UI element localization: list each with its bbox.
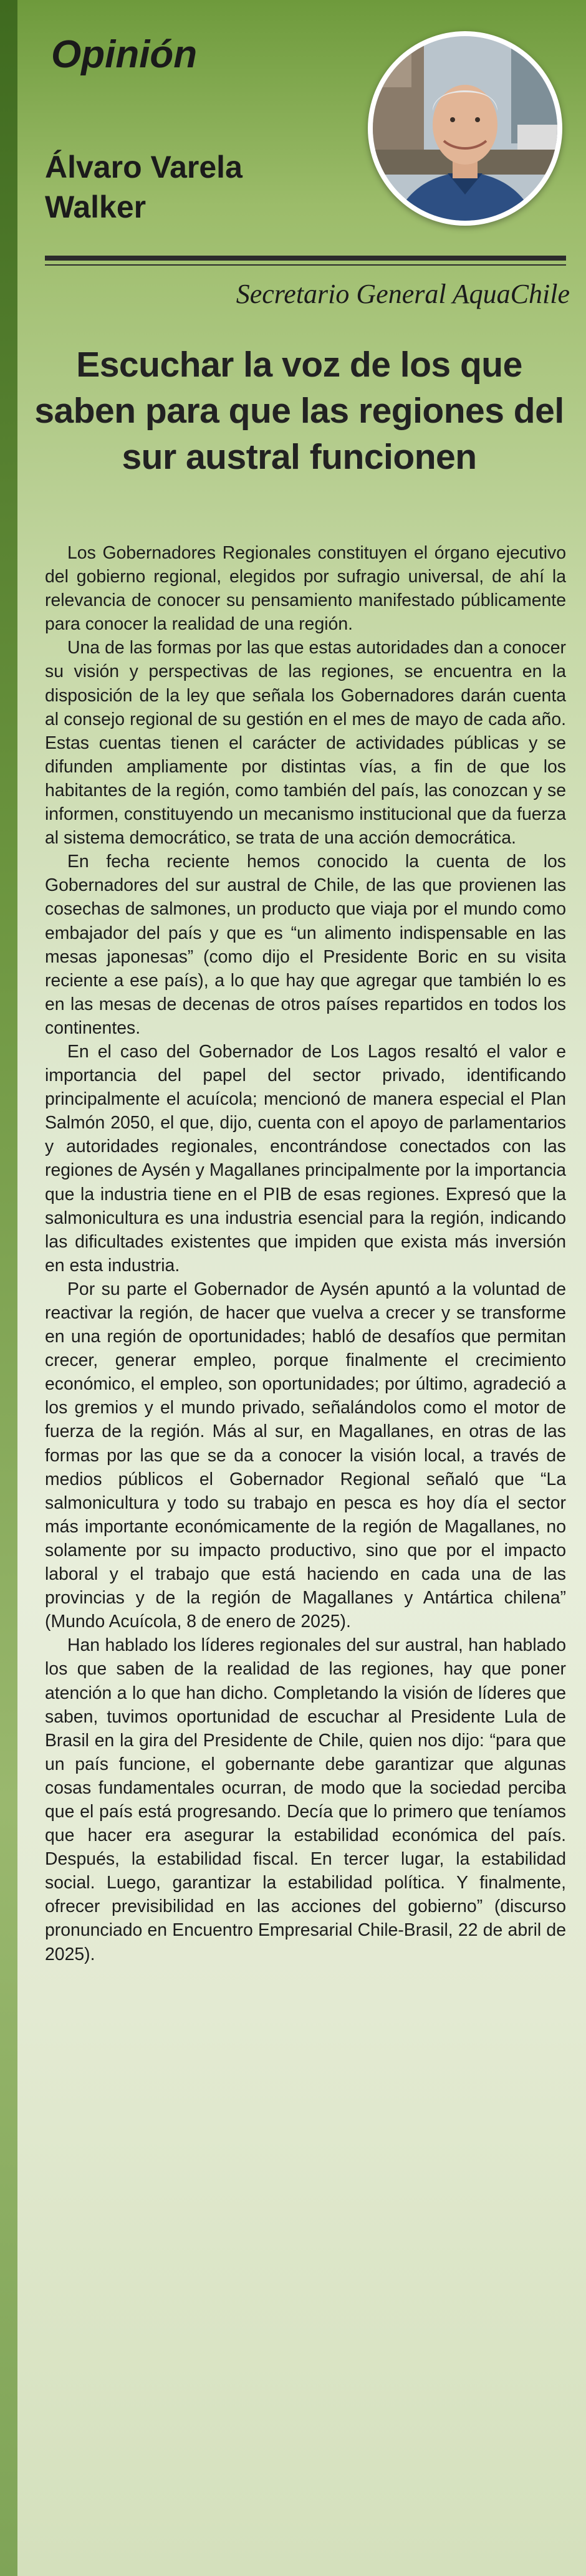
author-name: Álvaro Varela Walker xyxy=(45,150,243,224)
article-paragraph: En el caso del Gobernador de Los Lagos resaltó el valor e importancia del papel del sector privado, identificando principalmente el acuícola; mencionó de manera especial el Plan Salmón 2050, el que, dijo, cuenta con el apoyo de parlamentarios y autoridades regionales, encontrándose conectados con las regiones de Aysén y Magallanes principalmente por la importancia que la industria tiene en el PIB de esas regiones. Expresó que la salmonicultura es una industria esencial para la región, indicando las dificultades existentes que impiden que exista más inversión en esta industria. xyxy=(45,1041,566,1276)
author-role: Secretario General AquaChile xyxy=(236,279,570,309)
header-divider-thin xyxy=(45,264,566,266)
article-paragraph: Han hablado los líderes regionales del sur austral, han hablado los que saben de la realidad de las regiones, hay que poner atención a lo que han dicho. Completando la visión de líderes que saben, tuvimos oportunidad de escuchar al Presidente Lula de Brasil en la gira del Presidente de Chile, quien nos dijo: “para que un país funcione, el gobernante debe garantizar que algunas cosas fundamentales ocurran, de modo que la sociedad perciba que el país está progresando. Decía que lo primero que teníamos que hacer era asegurar la estabilidad económica del país. Después, la estabilidad fiscal. En tercer lugar, la estabilidad social. Luego, garantizar la estabilidad política. Y finalmente, ofrecer previsibilidad en las acciones del gobierno” (discurso pronunciado en Encuentro Empresarial Chile-Brasil, 22 de abril de 2025). xyxy=(45,1635,566,1964)
author-photo xyxy=(368,31,562,226)
section-label: Opinión xyxy=(51,33,198,76)
article-paragraph: En fecha reciente hemos conocido la cuenta de los Gobernadores del sur austral de Chile, de las que provienen las cosechas de salmones, un producto que viaja por el mundo como embajador del país y que es “un alimento indispensable en las mesas japonesas” (como dijo el Presidente Boric en su visita reciente a ese país), a lo que hay que agregar que también lo es en las mesas de decenas de otros países repartidos en todos los continentes. xyxy=(45,852,566,1038)
header-divider xyxy=(45,256,566,261)
article-headline: Escuchar la voz de los que saben para que las regiones del sur austral funcionen xyxy=(34,345,564,477)
decorative-side-strip xyxy=(0,0,17,2576)
article-paragraph: Una de las formas por las que estas autoridades dan a conocer su visión y perspectivas de las regiones, se encuentra en la disposición de la ley que señala los Gobernadores darán cuenta al consejo regional de su gestión en el mes de mayo de cada año. Estas cuentas tienen el carácter de actividades públicas y se difunden ampliamente por distintas vías, a fin de que los habitantes de la región, como también del país, las conozcan y se informen, constituyendo un mecanismo institucional que da fuerza al sistema democrático, se trata de una acción democrática. xyxy=(45,638,566,848)
article-body xyxy=(45,541,566,1966)
article-paragraph: Los Gobernadores Regionales constituyen el órgano ejecutivo del gobierno regional, elegidos por sufragio universal, de ahí la relevancia de conocer su pensamiento manifestado públicamente para conocer la realidad de una región. xyxy=(45,543,566,635)
article-paragraph: Por su parte el Gobernador de Aysén apuntó a la voluntad de reactivar la región, de hacer que vuelva a crecer y se transforme en una región de oportunidades; habló de desafíos que permitan crecer, generar empleo, porque finalmente el crecimiento económico, el empleo, son oportunidades; por último, agradeció a los gremios y el mundo privado, señalándolos como el motor de fuerza de la región. Más al sur, en Magallanes, en otras de las formas por las que se da a conocer la visión local, a través de medios públicos el Gobernador Regional señaló que “La salmonicultura y todo su trabajo en pesca es hoy día el sector más importante económicamente de la región de Magallanes, no solamente por su impacto productivo, sino que por el impacto laboral y el trabajo que está haciendo en cada una de las provincias y de la región de Magallanes y Antártica chilena” (Mundo Acuícola, 8 de enero de 2025). xyxy=(45,1279,566,1632)
author-portrait-image xyxy=(368,31,562,226)
